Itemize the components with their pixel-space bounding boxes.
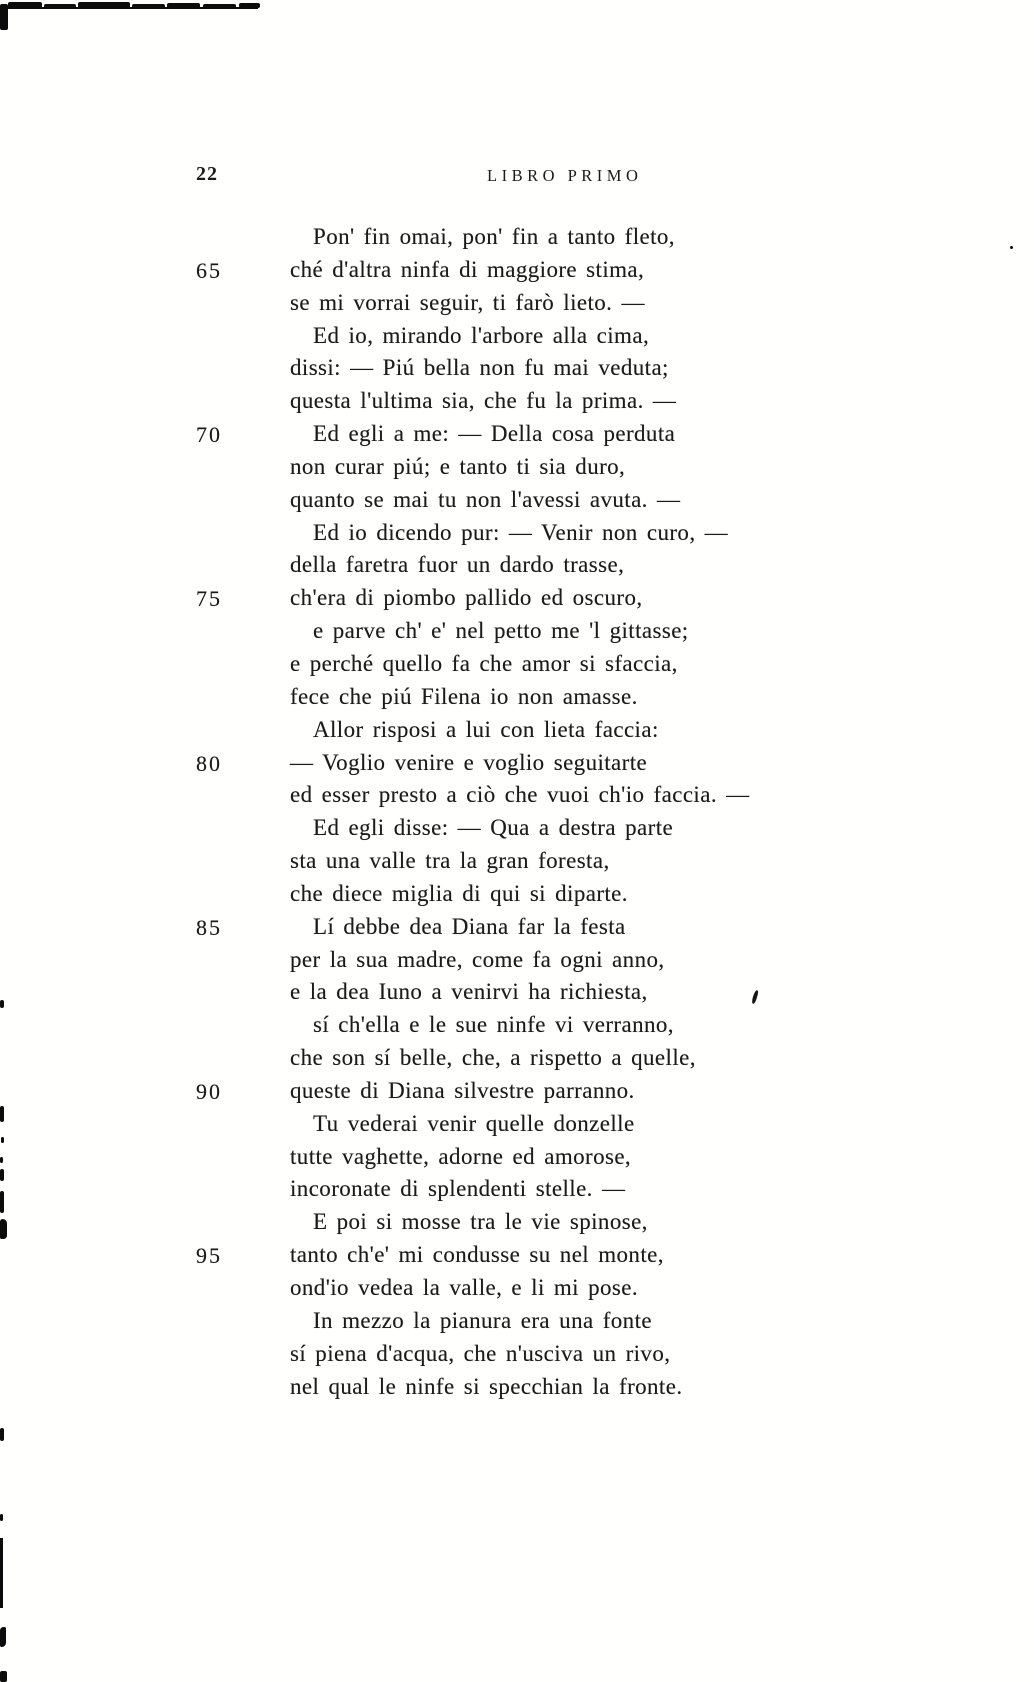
- verse-text: Ed egli a me: — Della cosa perduta: [313, 421, 676, 447]
- poem-line: [0, 714, 1034, 747]
- poem-line: [0, 1108, 1034, 1141]
- verse-text: ch'era di piombo pallido ed oscuro,: [290, 585, 643, 611]
- verse-text: sí ch'ella e le sue ninfe vi verranno,: [313, 1012, 674, 1038]
- verse-text: per la sua madre, come fa ogni anno,: [290, 946, 665, 972]
- verse-text: Ed io, mirando l'arbore alla cima,: [313, 322, 650, 348]
- poem-line: [0, 1009, 1034, 1042]
- poem-line: [0, 1305, 1034, 1338]
- poem-line: [0, 944, 1034, 977]
- poem-line: [0, 549, 1034, 582]
- poem-line: [0, 385, 1034, 418]
- verse-number: 90: [196, 1078, 222, 1104]
- verse-text: Pon' fin omai, pon' fin a tanto fleto,: [313, 224, 675, 249]
- verse-text: e parve ch' e' nel petto me 'l gittasse;: [313, 618, 689, 644]
- poem-body: [0, 221, 1034, 1403]
- poem-line: [0, 1075, 1034, 1108]
- verse-number: 95: [196, 1243, 222, 1269]
- verse-text: della faretra fuor un dardo trasse,: [290, 552, 625, 578]
- verse-text: queste di Diana silvestre parranno.: [290, 1077, 635, 1103]
- poem-line: [0, 1371, 1034, 1404]
- verse-text: e perché quello fa che amor si sfaccia,: [290, 650, 678, 676]
- verse-text: ed esser presto a ciò che vuoi ch'io faccia. —: [290, 782, 750, 808]
- verse-text: E poi si mosse tra le vie spinose,: [313, 1209, 648, 1235]
- verse-text: Lí debbe dea Diana far la festa: [313, 913, 626, 939]
- scan-artifact-speck: [1010, 246, 1013, 249]
- verse-text: dissi: — Piú bella non fu mai veduta;: [290, 355, 669, 381]
- poem-line: [0, 976, 1034, 1009]
- poem-line: [0, 1173, 1034, 1206]
- poem-line: [0, 221, 1034, 254]
- verse-text: tutte vaghette, adorne ed amorose,: [290, 1143, 632, 1169]
- poem-line: [0, 582, 1034, 615]
- verse-text: Ed egli disse: — Qua a destra parte: [313, 815, 674, 841]
- verse-text: Allor risposi a lui con lieta faccia:: [313, 716, 659, 742]
- verse-text: Ed io dicendo pur: — Venir non curo, —: [313, 519, 729, 545]
- poem-line: [0, 747, 1034, 780]
- poem-line: [0, 287, 1034, 320]
- poem-line: [0, 681, 1034, 714]
- poem-line: [0, 418, 1034, 451]
- verse-text: — Voglio venire e voglio seguitarte: [290, 749, 648, 775]
- poem-line: [0, 320, 1034, 353]
- poem-line: [0, 615, 1034, 648]
- page-number: 22: [196, 163, 218, 185]
- verse-text: quanto se mai tu non l'avessi avuta. —: [290, 486, 681, 512]
- verse-text: fece che piú Filena io non amasse.: [290, 683, 638, 709]
- poem-line: [0, 911, 1034, 944]
- poem-line: [0, 812, 1034, 845]
- poem-line: [0, 1141, 1034, 1174]
- verse-text: tanto ch'e' mi condusse su nel monte,: [290, 1242, 664, 1268]
- verse-text: e la dea Iuno a venirvi ha richiesta,: [290, 979, 648, 1005]
- verse-number: 75: [196, 586, 222, 612]
- poem-line: [0, 878, 1034, 911]
- verse-text: sta una valle tra la gran foresta,: [290, 848, 610, 874]
- verse-number: 80: [196, 750, 222, 776]
- verse-text: incoronate di splendenti stelle. —: [290, 1176, 626, 1202]
- verse-number: 85: [196, 914, 222, 940]
- verse-text: questa l'ultima sia, che fu la prima. —: [290, 388, 677, 414]
- verse-text: non curar piú; e tanto ti sia duro,: [290, 453, 626, 479]
- verse-number: 65: [196, 257, 222, 283]
- verse-text: se mi vorrai seguir, ti farò lieto. —: [290, 289, 645, 315]
- verse-text: sí piena d'acqua, che n'usciva un rivo,: [290, 1340, 671, 1366]
- poem-line: [0, 648, 1034, 681]
- poem-line: [0, 517, 1034, 550]
- poem-line: [0, 1272, 1034, 1305]
- verse-text: nel qual le ninfe si specchian la fronte.: [290, 1373, 683, 1399]
- poem-line: [0, 254, 1034, 287]
- verse-text: ché d'altra ninfa di maggiore stima,: [290, 256, 645, 282]
- verse-text: ond'io vedea la valle, e li mi pose.: [290, 1275, 639, 1300]
- poem-line: [0, 1239, 1034, 1272]
- verse-text: Tu vederai venir quelle donzelle: [313, 1110, 635, 1136]
- verse-text: che diece miglia di qui si diparte.: [290, 880, 628, 906]
- poem-line: [0, 1338, 1034, 1371]
- poem-line: [0, 1042, 1034, 1075]
- running-title: LIBRO PRIMO: [487, 166, 643, 185]
- poem-line: [0, 484, 1034, 517]
- poem-line: [0, 352, 1034, 385]
- poem-line: [0, 451, 1034, 484]
- verse-text: In mezzo la pianura era una fonte: [313, 1307, 652, 1333]
- poem-line: [0, 845, 1034, 878]
- poem-line: [0, 1206, 1034, 1239]
- verse-text: che son sí belle, che, a rispetto a quelle,: [290, 1045, 696, 1071]
- verse-number: 70: [196, 422, 222, 448]
- poem-line: [0, 779, 1034, 812]
